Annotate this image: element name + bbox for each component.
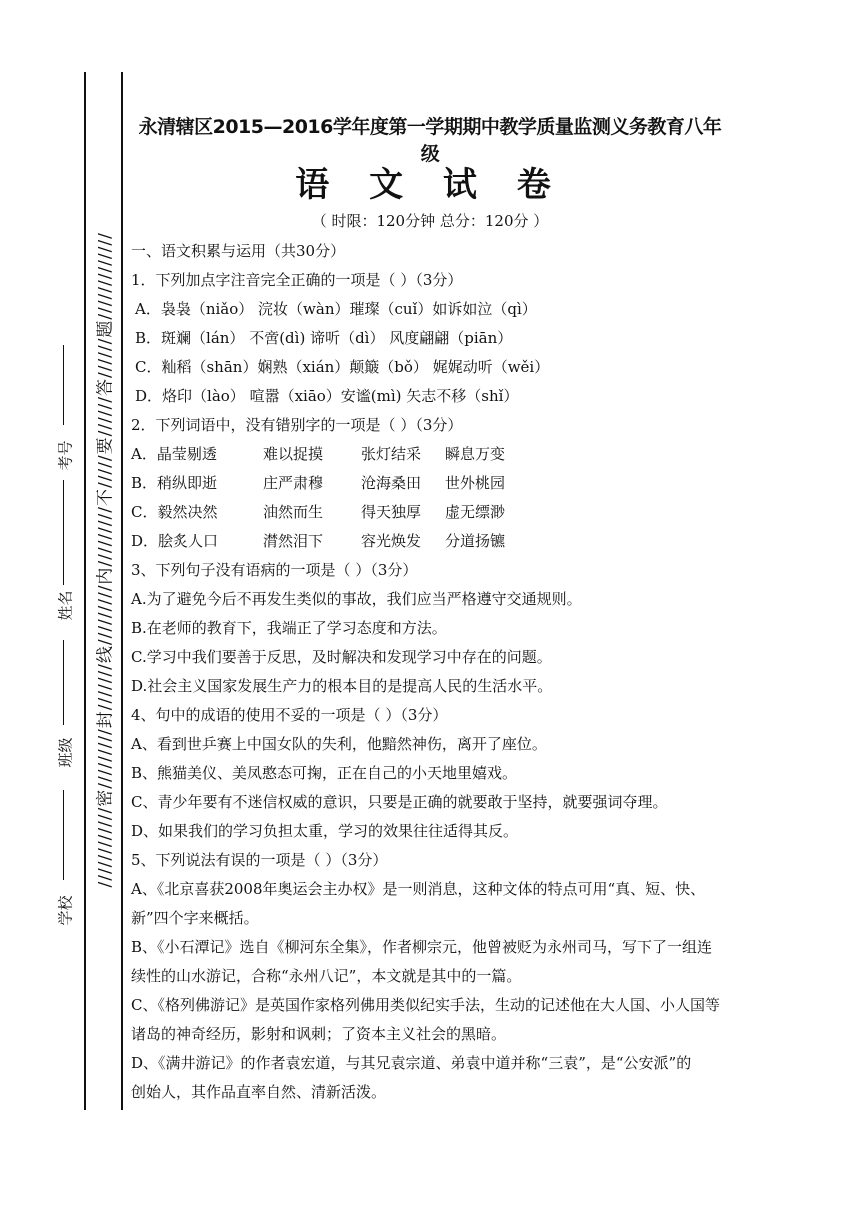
option-word: B．稍纵即逝 bbox=[131, 474, 218, 492]
question-3-option-a: A.为了避免今后不再发生类似的事故，我们应当严格遵守交通规则。 bbox=[131, 590, 582, 608]
question-5-line: A、《北京喜获2008年奥运会主办权》是一则消息，这种文体的特点可用“真、短、快、 bbox=[131, 880, 706, 898]
option-word: 油然而生 bbox=[263, 503, 324, 521]
question-1-option-d: D．烙印（lào） 喧嚣（xiāo）安谧(mì) 矢志不移（shǐ） bbox=[135, 387, 519, 405]
option-word: C．毅然决然 bbox=[131, 503, 218, 521]
question-1-option-b: B．斑斓（lán） 不啻(dì) 谛听（dì） 风度翩翩（piān） bbox=[135, 329, 513, 347]
section-heading: 一、语文积累与运用（共30分） bbox=[131, 242, 346, 260]
question-2-row-c bbox=[131, 502, 505, 522]
exam-number-label: 考号 bbox=[56, 440, 75, 471]
option-word: 瞬息万变 bbox=[445, 445, 506, 463]
question-1-stem: 1．下列加点字注音完全正确的一项是（ ）（3分） bbox=[131, 271, 463, 289]
question-5-stem: 5、下列说法有误的一项是（ ）（3分） bbox=[131, 851, 388, 869]
question-5-line: B、《小石潭记》选自《柳河东全集》，作者柳宗元，他曾被贬为永州司马，写下了一组连 bbox=[131, 938, 713, 956]
question-4-option-c: C、青少年要有不迷信权威的意识，只要是正确的就要敢于坚持，就要强词夺理。 bbox=[131, 793, 668, 811]
question-4-stem: 4、句中的成语的使用不妥的一项是（ ）（3分） bbox=[131, 706, 448, 724]
question-5-line: 续性的山水游记，合称“永州八记”，本文就是其中的一篇。 bbox=[131, 967, 522, 985]
exam-info: （ 时限：120分钟 总分：120分 ） bbox=[311, 212, 549, 230]
question-3-option-d: D.社会主义国家发展生产力的根本目的是提高人民的生活水平。 bbox=[131, 677, 553, 695]
question-5-line: D、《满井游记》的作者袁宏道，与其兄袁宗道、弟袁中道并称“三袁”，是“公安派”的 bbox=[131, 1054, 692, 1072]
class-label: 班级 bbox=[56, 737, 75, 768]
option-word: 虚无缥渺 bbox=[445, 503, 506, 521]
question-5-line: C、《格列佛游记》是英国作家格列佛用类似纪实手法，生动的记述他在大人国、小人国等 bbox=[131, 996, 720, 1014]
option-word: 难以捉摸 bbox=[263, 445, 324, 463]
question-3-option-b: B.在老师的教育下，我端正了学习态度和方法。 bbox=[131, 619, 447, 637]
option-word: 张灯结采 bbox=[361, 445, 422, 463]
question-4-option-a: A、看到世乒赛上中国女队的失利，他黯然神伤，离开了座位。 bbox=[131, 735, 547, 753]
question-3-option-c: C.学习中我们要善于反思，及时解决和发现学习中存在的问题。 bbox=[131, 648, 552, 666]
option-word: A．晶莹剔透 bbox=[131, 445, 217, 463]
question-5-line: 创始人，其作品直率自然、清新活泼。 bbox=[131, 1083, 387, 1101]
question-2-row-a bbox=[131, 444, 505, 464]
option-word: 潸然泪下 bbox=[263, 532, 324, 550]
school-label: 学校 bbox=[56, 895, 75, 926]
question-1-option-a: A．袅袅（niǎo） 浣妆（wàn）璀璨（cuǐ）如诉如泣（qì） bbox=[135, 300, 537, 318]
option-word: D．脍炙人口 bbox=[131, 532, 219, 550]
question-4-option-d: D、如果我们的学习负担太重，学习的效果往往适得其反。 bbox=[131, 822, 519, 840]
exam-header: 永清辖区2015—2016学年度第一学期期中教学质量监测义务教育八年级 bbox=[138, 116, 722, 165]
seal-line-text: ////////////密/////////封///////线/////////内/////////不/////要//////答//////题///////////// bbox=[95, 232, 116, 888]
question-5-line: 诸岛的神奇经历，影射和讽刺；了资本主义社会的黑暗。 bbox=[131, 1025, 507, 1043]
option-word: 容光焕发 bbox=[361, 532, 422, 550]
option-word: 沧海桑田 bbox=[361, 474, 422, 492]
question-2-row-b bbox=[131, 473, 505, 493]
question-3-stem: 3、下列句子没有语病的一项是（ ）（3分） bbox=[131, 561, 418, 579]
option-word: 世外桃园 bbox=[445, 474, 506, 492]
option-word: 得天独厚 bbox=[361, 503, 422, 521]
question-4-option-b: B、熊猫美仪、美凤憨态可掬，正在自己的小天地里嬉戏。 bbox=[131, 764, 518, 782]
option-word: 庄严肃穆 bbox=[263, 474, 324, 492]
option-word: 分道扬镳 bbox=[445, 532, 506, 550]
question-2-stem: 2．下列词语中，没有错别字的一项是（ ）（3分） bbox=[131, 416, 463, 434]
name-label: 姓名 bbox=[56, 590, 75, 621]
question-1-option-c: C．籼稻（shān）娴熟（xián）颠簸（bǒ） 娓娓动听（wěi） bbox=[135, 358, 550, 376]
question-2-row-d bbox=[131, 531, 505, 551]
exam-title: 语 文 试 卷 bbox=[295, 165, 565, 205]
question-5-line: 新”四个字来概括。 bbox=[131, 909, 259, 927]
